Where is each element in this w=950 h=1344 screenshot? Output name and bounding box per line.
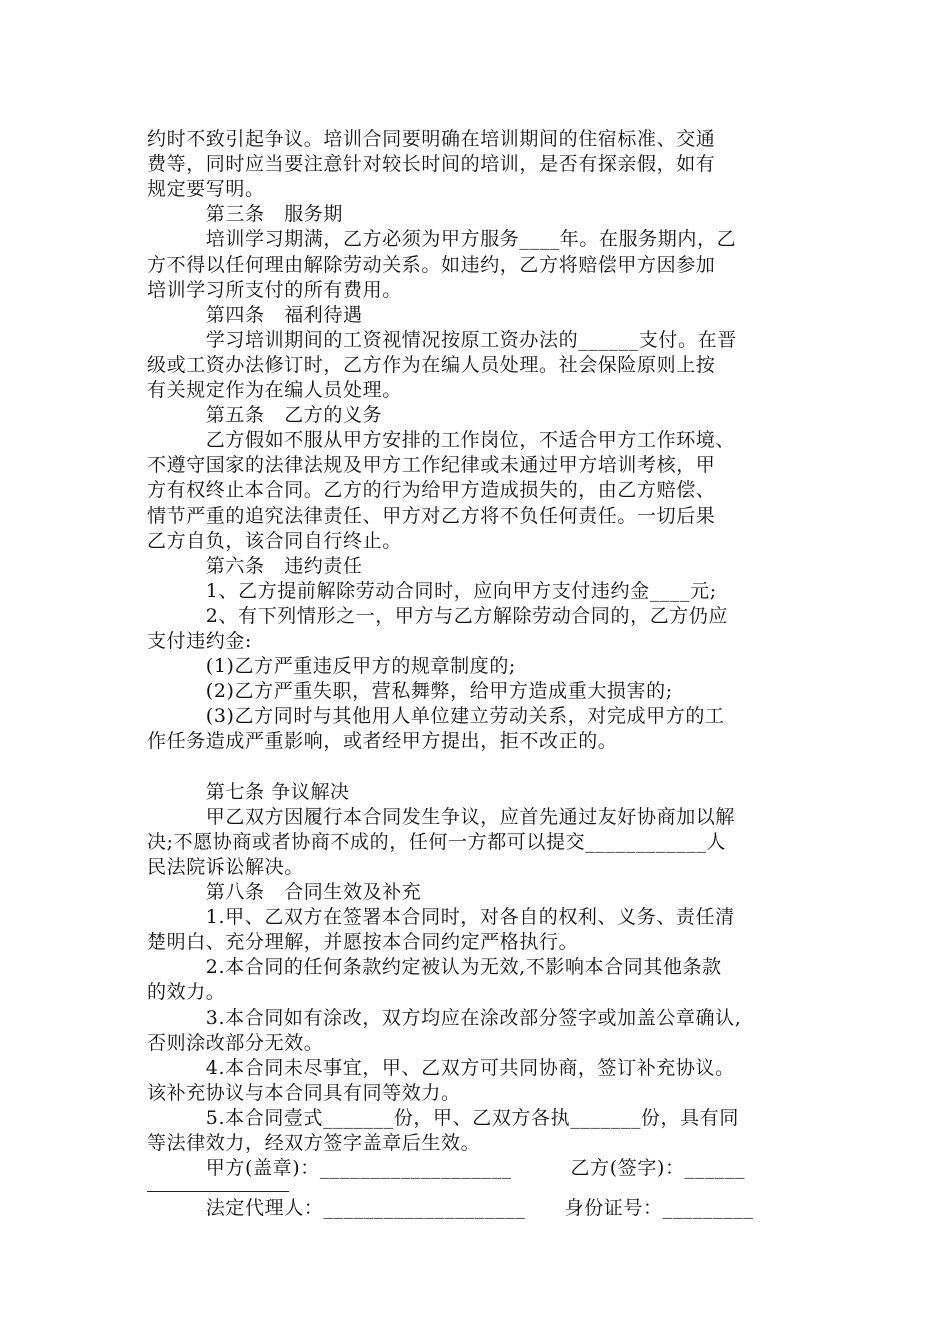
text-line: 规定要写明。 [147, 178, 265, 201]
text-line: (3)乙方同时与其他用人单位建立劳动关系，对完成甲方的工 [147, 705, 725, 728]
signature-underline [147, 1191, 289, 1192]
text-line: 第八条 合同生效及补充 [147, 881, 422, 903]
text-line: 学习培训期间的工资视情况按原工资办法的______支付。在晋 [147, 328, 737, 351]
text-line: 等法律效力，经双方签字盖章后生效。 [147, 1132, 481, 1154]
text-line: 第七条 争议解决 [147, 780, 350, 803]
text-line: 2、有下列情形之一，甲方与乙方解除劳动合同的，乙方仍应 [147, 604, 729, 627]
text-line: 支付违约金: [147, 630, 253, 652]
text-line: 情节严重的追究法律责任、甲方对乙方将不负任何责任。一切后果 [147, 504, 716, 527]
text-line: 3.本合同如有涂改，双方均应在涂改部分签字或加盖公章确认, [147, 1006, 742, 1029]
text-line: 甲乙双方因履行本合同发生争议，应首先通过友好协商加以解 [147, 805, 736, 828]
text-line: 否则涂改部分无效。 [147, 1031, 324, 1054]
text-line: 第四条 福利待遇 [147, 303, 363, 326]
text-line: 第六条 违约责任 [147, 554, 363, 577]
text-line: 民法院诉讼解决。 [147, 855, 304, 878]
text-line: 1、乙方提前解除劳动合同时，应向甲方支付违约金____元; [147, 579, 717, 602]
text-line: 5.本合同壹式_______份，甲、乙双方各执_______份，具有同 [147, 1106, 739, 1129]
text-line: 约时不致引起争议。培训合同要明确在培训期间的住宿标准、交通 [147, 128, 716, 150]
text-line: 乙方假如不服从甲方安排的工作岗位，不适合甲方工作环境、 [147, 429, 736, 452]
text-line: 费等，同时应当要注意针对较长时间的培训，是否有探亲假，如有 [147, 153, 716, 176]
text-line: 决;不愿协商或者协商不成的，任何一方都可以提交____________人 [147, 830, 727, 853]
text-line: 该补充协议与本合同具有同等效力。 [147, 1081, 461, 1104]
text-line: 方不得以任何理由解除劳动关系。如违约，乙方将赔偿甲方因参加 [147, 253, 716, 276]
text-line: 的效力。 [147, 981, 226, 1004]
legal-representative-line: 法定代理人：____________________ 身份证号：_________ [147, 1197, 754, 1219]
text-line: 1.甲、乙双方在签署本合同时，对各自的权利、义务、责任清 [147, 906, 735, 929]
text-line: (2)乙方严重失职，营私舞弊，给甲方造成重大损害的; [147, 680, 673, 703]
text-line: 培训学习所支付的所有费用。 [147, 278, 402, 301]
text-line: 方有权终止本合同。乙方的行为给甲方造成损失的，由乙方赔偿、 [147, 479, 716, 502]
text-line: 2.本合同的任何条款约定被认为无效,不影响本合同其他条款 [147, 956, 722, 979]
text-line: 楚明白、充分理解，并愿按本合同约定严格执行。 [147, 931, 579, 954]
text-line: 第五条 乙方的义务 [147, 404, 383, 427]
text-line: 有关规定作为在编人员处理。 [147, 379, 402, 401]
text-line: (1)乙方严重违反甲方的规章制度的; [147, 655, 516, 678]
text-line: 不遵守国家的法律法规及甲方工作纪律或未通过甲方培训考核，甲 [147, 454, 716, 477]
text-line: 甲方(盖章)：___________________ 乙方(签字)：______ [147, 1157, 746, 1180]
text-line: 作任务造成严重影响，或者经甲方提出，拒不改正的。 [147, 730, 618, 753]
text-line: 级或工资办法修订时，乙方作为在编人员处理。社会保险原则上按 [147, 353, 716, 376]
text-line: 乙方自负，该合同自行终止。 [147, 529, 402, 552]
text-line: 第三条 服务期 [147, 203, 344, 226]
text-line: 4.本合同未尽事宜，甲、乙双方可共同协商，签订补充协议。 [147, 1056, 735, 1079]
text-line: 培训学习期满，乙方必须为甲方服务____年。在服务期内，乙 [147, 228, 737, 251]
